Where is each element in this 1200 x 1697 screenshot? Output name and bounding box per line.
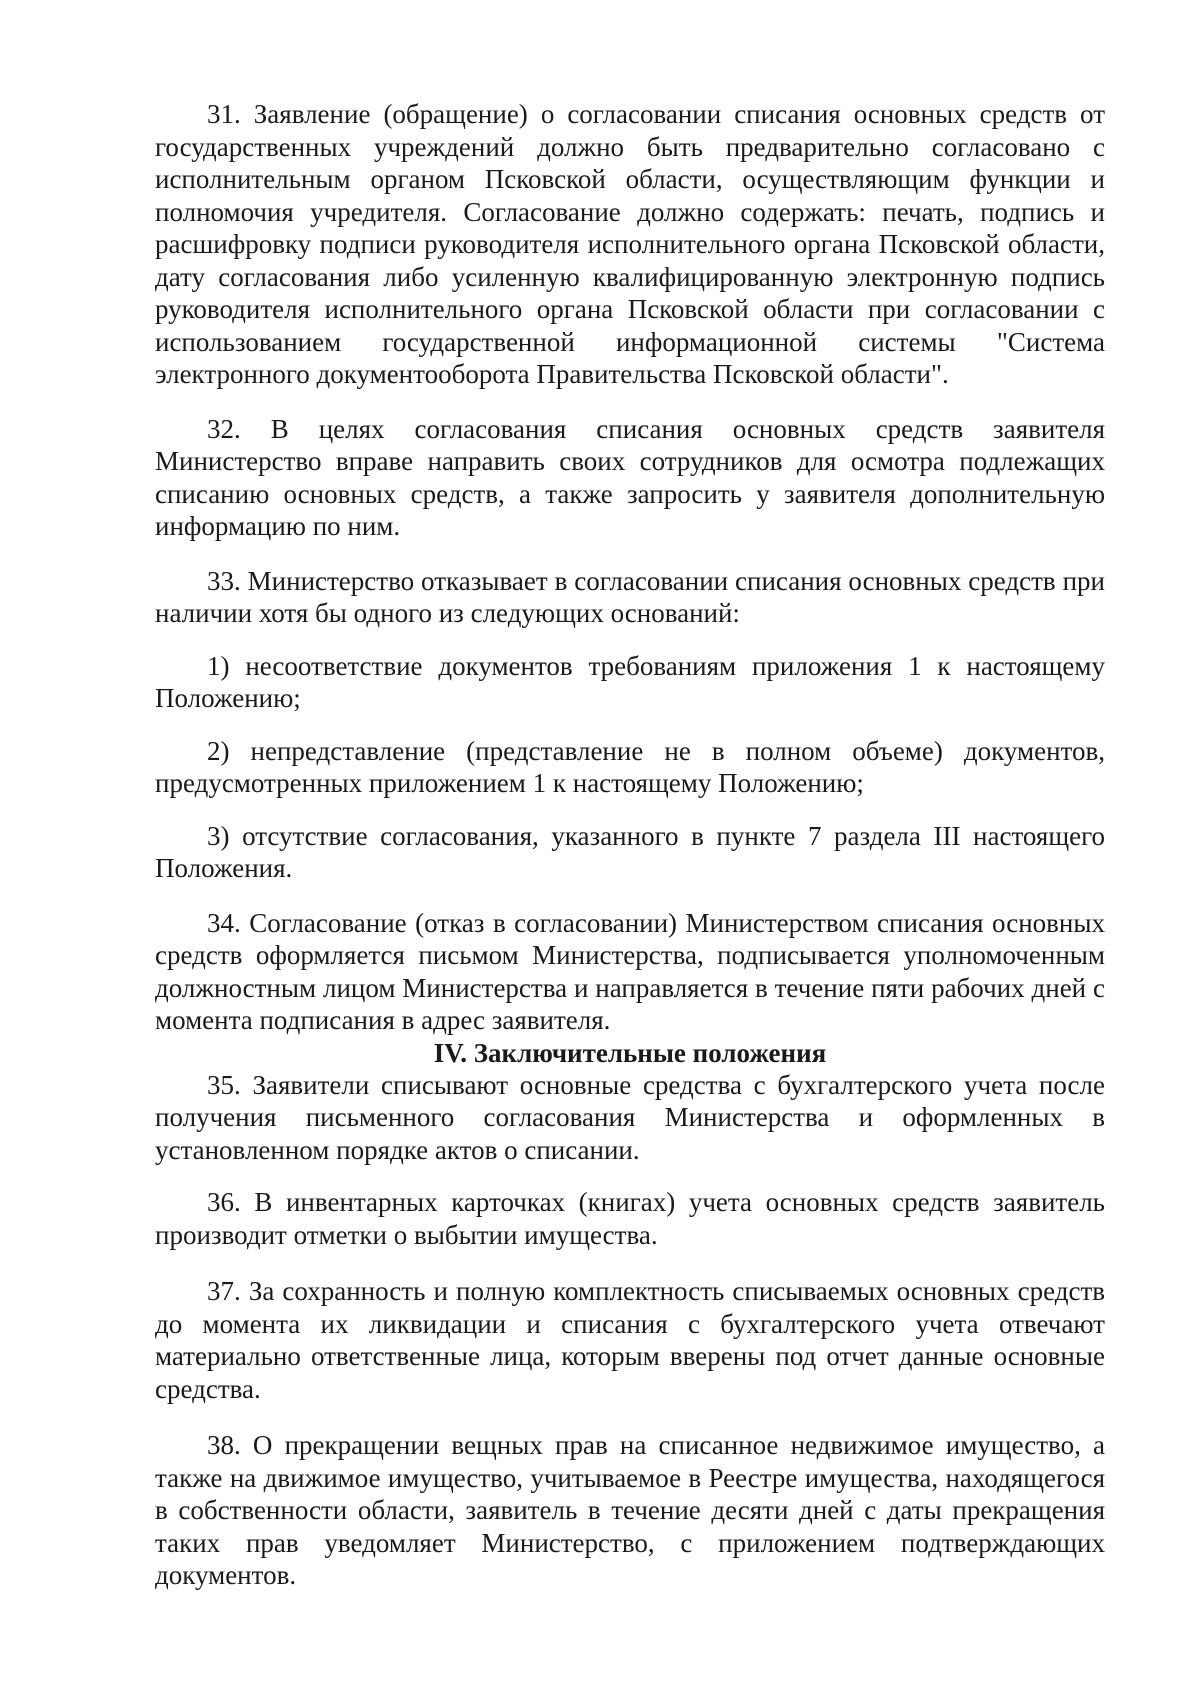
list-item-1: 1) несоответствие документов требованиям приложения 1 к настоящему Положению;: [155, 650, 1105, 713]
paragraph-32: 32. В целях согласования списания основных средств заявителя Министерство вправе направить своих сотрудников для осмотра подлежащих списанию основных средств, а также запросить у заявителя дополнительную информацию по ним.: [155, 413, 1105, 541]
paragraph-37: 37. За сохранность и полную комплектность списываемых основных средств до момента их ликвидации и списания с бухгалтерского учета отвечают материально ответственные лица, которым вверены под отчет данные основные средства.: [155, 1276, 1105, 1404]
list-item-3: 3) отсутствие согласования, указанного в пункте 7 раздела III настоящего Положения.: [155, 820, 1105, 883]
paragraph-31: 31. Заявление (обращение) о согласовании списания основных средств от государственных учреждений должно быть предварительно согласовано с исполнительным органом Псковской области, осуществляющим функции и полномочия учредителя. Согласование должно содержать: печать, подпись и расшифровку подписи руководителя исполнительного органа Псковской области, дату согласования либо усиленную квалифицированную электронную подпись руководителя исполнительного органа Псковской области при согласовании с использованием государственной информационной системы "Система электронного документооборота Правительства Псковской области".: [155, 99, 1105, 389]
paragraph-35: 35. Заявители списывают основные средства с бухгалтерского учета после получения письменного согласования Министерства и оформленных в установленном порядке актов о списании.: [155, 1069, 1105, 1165]
paragraph-34: 34. Согласование (отказ в согласовании) Министерством списания основных средств оформляется письмом Министерства, подписывается уполномоченным должностным лицом Министерства и направляется в течение пяти рабочих дней с момента подписания в адрес заявителя.: [155, 907, 1105, 1035]
paragraph-36: 36. В инвентарных карточках (книгах) учета основных средств заявитель производит отметки о выбытии имущества.: [155, 1187, 1105, 1250]
paragraph-38: 38. О прекращении вещных прав на списанное недвижимое имущество, а также на движимое имущество, учитываемое в Реестре имущества, находящегося в собственности области, заявитель в течение десяти дней с даты прекращения таких прав уведомляет Министерство, с приложением подтверждающих документов.: [155, 1430, 1105, 1590]
section-heading: IV. Заключительные положения: [433, 1037, 827, 1068]
list-item-2: 2) непредставление (представление не в полном объеме) документов, предусмотренных приложением 1 к настоящему Положению;: [155, 735, 1105, 798]
paragraph-33: 33. Министерство отказывает в согласовании списания основных средств при наличии хотя бы одного из следующих оснований:: [155, 565, 1105, 628]
